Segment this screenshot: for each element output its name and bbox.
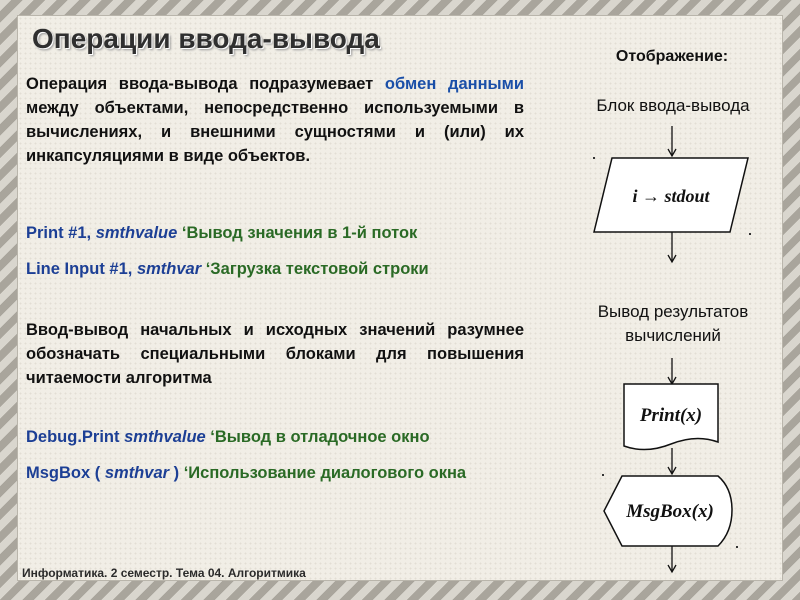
anchor-dot bbox=[749, 233, 751, 235]
anchor-dot bbox=[593, 157, 595, 159]
output-label-line2: вычислений bbox=[625, 326, 721, 345]
anchor-dot bbox=[602, 474, 604, 476]
intro-text-end: между объектами, непосредственно используемыми в вычислениях, и внешними сущностями и (или) их инкапсуляциями в виде объектов. bbox=[26, 99, 524, 165]
print-comment: ‘Вывод значения в 1-й поток bbox=[177, 224, 418, 242]
intro-text-start: Операция ввода-вывода подразумевает bbox=[26, 75, 385, 93]
input-comment: ‘Загрузка текстовой строки bbox=[201, 260, 429, 278]
input-arg: smthvar bbox=[136, 260, 202, 278]
output-label-line1: Вывод результатов bbox=[597, 302, 749, 321]
io-block-text: i → stdout bbox=[632, 186, 710, 206]
msgbox-block-text: MsgBox(x) bbox=[626, 501, 714, 522]
msgbox-keyword: MsgBox ( bbox=[26, 464, 105, 482]
print-block-text: Print(x) bbox=[639, 405, 703, 426]
intro-highlight: обмен данными bbox=[384, 75, 524, 93]
note-paragraph: Ввод-вывод начальных и исходных значений разумнее обозначать специальными блоками для повышения читаемости алгоритма bbox=[26, 321, 524, 387]
debug-arg: smthvalue bbox=[124, 428, 206, 446]
msgbox-arg: smthvar bbox=[104, 464, 170, 482]
msgbox-comment: ‘Использование диалогового окна bbox=[183, 464, 467, 482]
anchor-dot bbox=[736, 546, 738, 548]
io-block-label: Блок ввода-вывода bbox=[596, 96, 750, 115]
flowchart-diagram bbox=[18, 16, 782, 580]
display-heading: Отображение: bbox=[615, 48, 729, 65]
msgbox-after: ) bbox=[169, 464, 184, 482]
print-arg: smthvalue bbox=[95, 224, 178, 242]
print-keyword: Print #1, bbox=[26, 224, 96, 242]
slide bbox=[18, 16, 782, 580]
page-title: Операции ввода-вывода bbox=[32, 23, 380, 54]
debug-keyword: Debug.Print bbox=[26, 428, 125, 446]
input-keyword: Line Input #1, bbox=[26, 260, 137, 278]
debug-comment: ‘Вывод в отладочное окно bbox=[205, 428, 430, 446]
footer-text: Информатика. 2 семестр. Тема 04. Алгоритмика bbox=[22, 566, 306, 580]
